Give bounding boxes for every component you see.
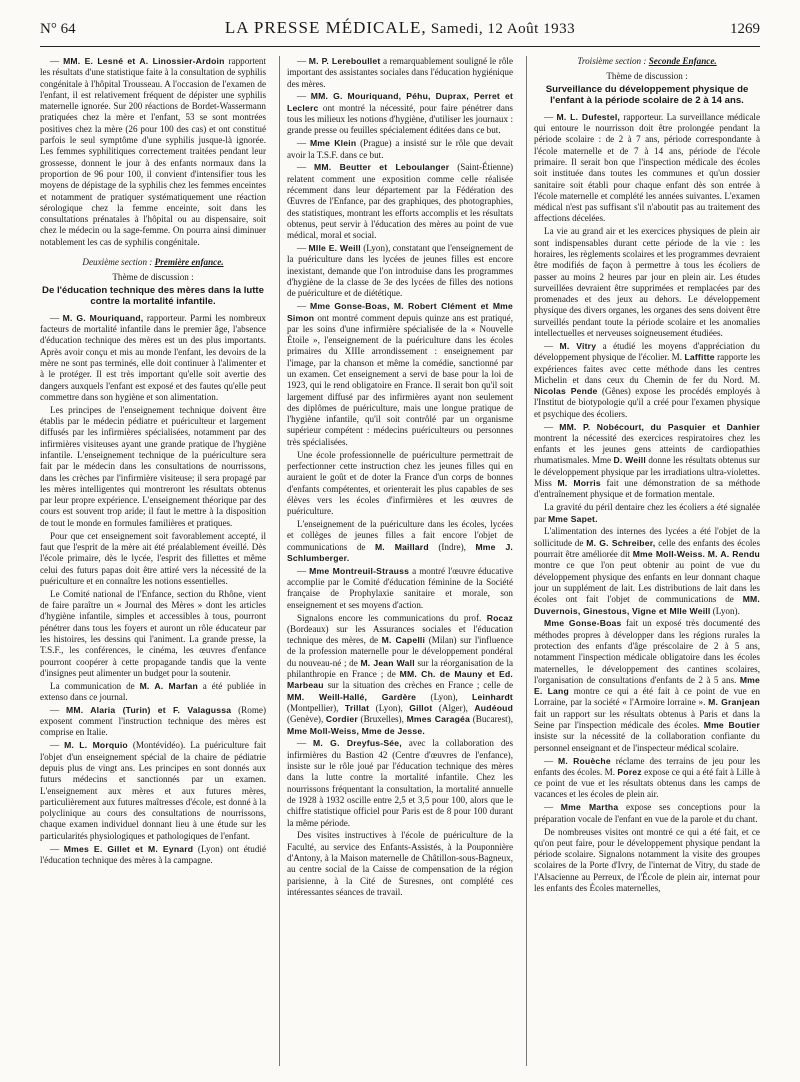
paragraph: — Mme Gonse-Boas, M. Robert Clément et Mme Simon ont montré comment depuis quinze ans est pratiqué, par les soins d'une infirmière spécialisée de la « Nouvelle Étoile », l'enseignement de la puériculture dans les écoles primaires du XIIIe arrondissement : enseignement par l'image, par la chanson et même la comédie, sanctionné par un examen. Cet enseignement a servi de base pour la loi de 1923, qui le rend obligatoire en France. Il serait bon qu'il soit largement diffusé par des infirmières ayant non seulement des diplômes de puériculture, mais une longue pratique de l'hygiène infantile, qu'il soit contrôlé par un organisme supérieur compétent : médecins puériculteurs ou personnes très spécialisées.: [287, 301, 513, 447]
author-names: Mme Klein: [309, 138, 357, 149]
paragraph: — Mme Montreuil-Strauss a montré l'œuvre éducative accomplie par le Comité d'éducation féminine de la Société française de Prophylaxie sanitaire et morale, son enseignement et ses moyens d'action.: [287, 565, 513, 610]
paragraph: — M. Rouèche réclame des terrains de jeu pour les enfants des écoles. M. Porez expose ce qui a été fait à Lille à ce point de vue et les résultats obtenus dans les camps de vacances et les écoles de plein air.: [534, 755, 760, 800]
section-heading: De l'éducation technique des mères dans la lutte contre la mortalité infantile.: [42, 284, 264, 308]
paragraph: La vie au grand air et les exercices physiques de plein air sont indispensables durant cette période de la vie : les horaires, les règlements scolaires et les programmes devraient être modifiés de façon à permettre à tous les écoliers de passer au moins 2 heures par jour en plein air. Les études surveillées devraient être supprimées et remplacées par des promenades et des jeux au dehors. Le développement physique des divers organes, les organes des sens doivent être surveillés pendant toute la période scolaire et les anomalies intellectuelles et nerveuses soigneusement étudiées.: [534, 226, 760, 339]
paragraph: — M. Vitry a étudié les moyens d'appréciation du développement physique de l'écolier. M. Laffitte rapporte les expériences faites avec cette méthode dans les centres Michelin et dans ceux du Chemin de fer du Nord. M. Nicolas Pende (Gênes) expose les procédés employés à l'Institut de biotypologie qu'il a créé pour l'examen physique et psychique des écoliers.: [534, 340, 760, 419]
author-names: M. Rouèche: [558, 755, 611, 766]
author-names: MM. Beutter et Leboulanger: [314, 162, 450, 173]
author-names: Mmes E. Gillet et M. Eynard: [63, 843, 194, 854]
paragraph: — MM. E. Lesné et A. Linossier-Ardoin rapportent les résultats d'une statistique faite à la consultation de syphilis congénitale à l'hôpital Trousseau. A l'occasion de l'examen de l'enfant, il est relativement fréquent de dépister une syphilis maternelle ignorée. Sur 200 réactions de Bordet-Wassermann pratiquées chez la mère et l'enfant, 53 se sont montrées positives chez la mère (26 pour 100 des cas) et ont constitué parfois le seul symptôme d'une syphilis jusque-là ignorée. Les femmes syphilitiques correctement traitées pendant leur grossesse, donnent le jour à des enfants normaux dans la proportion de 96 pour 100, il convient d'intensifier tous les moyens de dépistage de la syphilis chez les femmes enceintes et notamment de pratiquer systématiquement une réaction sérologique chez la femme enceinte, soit dans les consultations prénatales à l'hôpital ou au dispensaire, soit chez le médecin ou la sage-femme. On pourra ainsi diminuer notablement les cas de syphilis congénitale.: [40, 56, 266, 247]
paragraph: — MM. P. Nobécourt, du Pasquier et Danhier montrent la nécessité des exercices respiratoires chez les enfants et les jeunes gens atteints de cardiopathies rhumatismales. Mme D. Weill donne les résultats obtenus sur le développement physique par les irradiations ultra-violettes. Miss M. Morris fait une démonstration de sa méthode d'entraînement physique et de formation mentale.: [534, 421, 760, 500]
column-1: [40, 56, 266, 1066]
paragraph: — M. L. Morquio (Montévidéo). La puériculture fait l'objet d'un enseignement spécial de la chaire de pédiatrie depuis plus de vingt ans. Les principes en sont donnés aux futurs médecins et sanctionnés par un examen. L'enseignement aux mères et aux futures mères, particulièrement aux futures maîtresses d'école, est donné à la polyclinique au cours des consultations de nourrissons, chaque examen individuel donnant lieu à une étude sur les particularités physiologiques et pathologiques de l'enfant.: [40, 740, 266, 841]
paragraph: De nombreuses visites ont montré ce qui a été fait, et ce qu'on peut faire, pour le développement physique pendant la période scolaire. Signalons notamment la visite des groupes scolaires de la Porte d'Ivry, de l'internat de Vitry, du stade de l'Alsacienne au Perreux, de l'École de plein air, internat pour les enfants des Écoles maternelles,: [534, 826, 760, 894]
author-names: Mme J. Schlumberger.: [287, 541, 513, 563]
paragraph: Mme Gonse-Boas fait un exposé très documenté des méthodes propres à développer dans les régions rurales la protection des enfants d'âge préscolaire de 2 à 5 ans, notamment l'inspection médicale obligatoire dans les écoles maternelles, le développement des cantines scolaires, l'organisation de consultations d'enfants de 2 à 5 ans. Mme E. Lang montre ce qui a été fait à ce point de vue en Lorraine, par la société « l'Armoire lorraine ». M. Granjean fait un rapport sur les résultats obtenus à Paris et dans la Seine par l'inspection médicale des écoles. Mme Boutier insiste sur la nécessité de la collaboration confiante du personnel enseignant et de l'inspecteur médical scolaire.: [534, 618, 760, 753]
paragraph: L'enseignement de la puériculture dans les écoles, lycées et collèges de jeunes filles a fait encore l'objet de communications de M. Maillard (Indre), Mme J. Schlumberger.: [287, 519, 513, 563]
page-number: 1269: [730, 21, 760, 37]
paragraph: Des visites instructives à l'école de puériculture de la Faculté, au service des Enfants-Assistés, à la Pouponnière d'Antony, à la Maison maternelle de Châtillon-sous-Bagneux, au centre social de la Caisse de compensation de la région parisienne, à la Cité de Suresnes, ont complété ces intéressantes séances de travail.: [287, 830, 513, 897]
paragraph: Signalons encore les communications du prof. Rocaz (Bordeaux) sur les Assurances sociales et l'éducation technique des mères, de M. Capelli (Milan) sur l'influence de la profession maternelle pour le développement pondéral du nouveau-né ; de M. Jean Wall sur la réorganisation de la philanthropie en France ; de MM. Ch. de Mauny et Ed. Marbeau sur la situation des crèches en France ; celle de MM. Weill-Hallé, Gardère (Lyon), Leinhardt (Montpellier), Trillat (Lyon), Gillot (Alger), Audéoud (Genève), Cordier (Bruxelles), Mmes Caragéa (Bucarest), Mme Moll-Weiss, Mme de Jesse.: [287, 612, 513, 736]
paragraph: — MM. Beutter et Leboulanger (Saint-Étienne) relatent comment une exposition comme celle réalisée récemment dans leur département par la Fédération des Œuvres de l'Enfance, par des graphiques, des photographies, des statistiques, montrant les efforts accomplis et les résultats obtenus, peut servir à l'éducation des mères au point de vue médical, moral et social.: [287, 162, 513, 241]
paragraph: — M. G. Dreyfus-Sée, avec la collaboration des infirmières du Bastion 42 (Centre d'œuvres de l'enfance), insiste sur le rôle joué par l'éducation technique des mères dans la lutte contre la mortalité infantile. Chez les nourrissons fréquentant la consultation, la mortalité annuelle de 1928 à 1932 oscille entre 2,5 et 3,5 pour 100, alors que le chiffre statistique officiel pour Paris est de 8 pour 100 durant la même période.: [287, 738, 513, 828]
paragraph: Le Comité national de l'Enfance, section du Rhône, vient de faire paraître un « Journal des Mères » dont les articles d'hygiène infantile, simples et accessibles à tous, pourront pénétrer dans tous les foyers et auront un rôle éducateur par les histoires, les dessins qui l'animent. La grande presse, la T.S.F., les conférences, le cinéma, les œuvres d'enfance pourront coopérer à cette propagande tandis que la vente d'insignes peut alimenter un budget pour la soutenir.: [40, 588, 266, 678]
paragraph: La communication de M. A. Marfan a été publiée in extenso dans ce journal.: [40, 680, 266, 702]
paragraph: Pour que cet enseignement soit favorablement accepté, il faut que l'esprit de la mère ait été préalablement éveillé. Dès l'école primaire, dès le lycée, l'esprit des fillettes et même celui des futurs papas doit être attiré vers la nécessité de la puériculture et en connaître les notions essentielles.: [40, 530, 266, 586]
theme-label: Thème de discussion :: [112, 272, 194, 283]
journal-name: LA PRESSE MÉDICALE,: [224, 18, 427, 37]
paragraph: La gravité du péril dentaire chez les écoliers a été signalée par Mme Sapet.: [534, 502, 760, 524]
paragraph: L'alimentation des internes des lycées a été l'objet de la sollicitude de M. G. Schreiber, celle des enfants des écoles pourrait être améliorée dit Mme Moll-Weiss. M. A. Rendu montre ce que l'on peut obtenir au point de vue du développement physique des enfants en leur donnant chaque jour un supplément de lait. Les distributions de lait dans les écoles ont fait l'objet de communications de MM. Duvernois, Ginestous, Vigne et Mlle Weill (Lyon).: [534, 526, 760, 616]
paragraph: — M. P. Lereboullet a remarquablement souligné le rôle important des assistantes sociales dans l'éducation hygiénique des mères.: [287, 56, 513, 89]
column-divider: [526, 56, 527, 1066]
author-names: MM. G. Mouriquand, Péhu, Duprax, Perret et Leclerc: [287, 91, 513, 113]
section-heading: Surveillance du développement physique de l'enfant à la période scolaire de 2 à 14 ans.: [545, 83, 749, 107]
author-names: M. Vitry: [559, 340, 597, 351]
column-3: [534, 56, 760, 1066]
paragraph: Les principes de l'enseignement technique doivent être établis par le médecin pédiatre et puériculteur et largement diffusés par les infirmières spécialisées, notamment par des infirmières visiteuses ayant une grande pratique de l'hygiène infantile. L'enseignement technique de la puériculture sera fait par le médecin dans les consultations de nourrissons, dans les crèches par l'infirmière visiteuse; il sera propagé par les mères intelligentes qui montreront les résultats obtenus par leur propre expérience. L'enseignement théorique par des cours est souvent trop aride; il faut le mettre à la disposition de tout le monde en formules familières et pratiques.: [40, 404, 266, 528]
column-divider: [279, 56, 280, 1066]
paragraph: — Mlle E. Weill (Lyon), constatant que l'enseignement de la puériculture dans les lycées de jeunes filles est encore inexistant, demande que l'on introduise dans les programmes d'hygiène de la classe de 3e des lycées de filles des notions de puériculture et de diététique.: [287, 243, 513, 299]
author-names: Mme Montreuil-Strauss: [309, 565, 410, 576]
running-header: [40, 18, 760, 44]
author-names: M. L. Morquio: [64, 740, 128, 751]
author-names: M. A. Marfan: [139, 680, 198, 691]
column-2: [287, 56, 513, 1066]
paragraph: — Mme Martha expose ses conceptions pour la préparation vocale de l'enfant en vue de la parole et du chant.: [534, 802, 760, 824]
paragraph: — MM. G. Mouriquand, Péhu, Duprax, Perret et Leclerc ont montré la nécessité, pour faire pénétrer dans tous les milieux les notions d'hygiène, d'utiliser les journaux : grande presse ou feuilles spécialement éditées dans ce but.: [287, 91, 513, 136]
section-title: Troisième section : Seconde Enfance.: [577, 56, 717, 66]
author-names: M. Maillard: [374, 541, 429, 552]
theme-label: Thème de discussion :: [606, 71, 688, 82]
paragraph: — M. L. Dufestel, rapporteur. La surveillance médicale qui entoure le nourrisson doit être prolongée pendant la période scolaire : de 2 à 7 ans, période correspondante à l'école maternelle et de 7 à 14 ans, période de l'école primaire. Il serait bon que l'inspection médicale des écoles soit instituée dans toutes les communes et qu'un dossier sanitaire soit établi pour chaque enfant dès son entrée à l'école maternelle et complété les années suivantes. L'examen médical n'est pas suffisant s'il n'aboutit pas au traitement des affections décelées.: [534, 111, 760, 224]
author-names: Mlle E. Weill: [308, 243, 361, 254]
author-names: M. G. Mouriquand,: [62, 312, 144, 323]
paragraph: — Mme Klein (Prague) a insisté sur le rôle que devait avoir la T.S.F. dans ce but.: [287, 138, 513, 160]
paragraph: — M. G. Mouriquand, rapporteur. Parmi les nombreux facteurs de mortalité infantile dans le premier âge, l'absence d'éducation technique des mères est un des plus importants. Après avoir conçu et mis au monde l'enfant, les devoirs de la mère ne sont pas terminés, elle doit continuer à l'alimenter et à le protéger. Il est très important qu'elle soit avertie des dangers auxquels l'enfant est exposé et des fautes qu'elle peut commettre dans son hygiène et son alimentation.: [40, 312, 266, 402]
author-names: MM. E. Lesné et A. Linossier-Ardoin: [63, 56, 225, 66]
author-names: MM. P. Nobécourt, du Pasquier et Danhier: [559, 421, 760, 432]
author-names: M. P. Lereboullet: [308, 56, 381, 66]
journal-title: [110, 18, 690, 38]
author-names: Mme Sapet.: [547, 513, 598, 524]
author-names: MM. Alaria (Turin) et F. Valagussa: [66, 704, 232, 715]
paragraph: Une école professionnelle de puériculture permettrait de perfectionner cette instruction chez les jeunes filles qui en auraient le goût et de doter la France d'un corps de bonnes d'enfants compétentes, et orienterait les plus capables de ses élèves vers les écoles d'infirmières et les œuvres de puériculture.: [287, 449, 513, 517]
author-names: Mme Gonse-Boas, M. Robert Clément et Mme Simon: [287, 301, 513, 323]
paragraph: — Mmes E. Gillet et M. Eynard (Lyon) ont étudié l'éducation technique des mères à la campagne.: [40, 843, 266, 865]
paragraph: — MM. Alaria (Turin) et F. Valagussa (Rome) exposent comment l'instruction technique des mères est comprise en Italie.: [40, 704, 266, 738]
issue-number: N° 64: [40, 21, 76, 37]
author-names: M. L. Dufestel,: [556, 111, 621, 122]
section-title: Deuxième section : Première enfance.: [82, 257, 224, 268]
issue-date: Samedi, 12 Août 1933: [430, 21, 576, 37]
author-names: Mme Martha: [560, 802, 619, 813]
header-rule: [40, 46, 760, 47]
author-names: Mme Gonse-Boas: [544, 618, 622, 629]
author-names: M. G. Dreyfus-Sée,: [313, 738, 402, 749]
